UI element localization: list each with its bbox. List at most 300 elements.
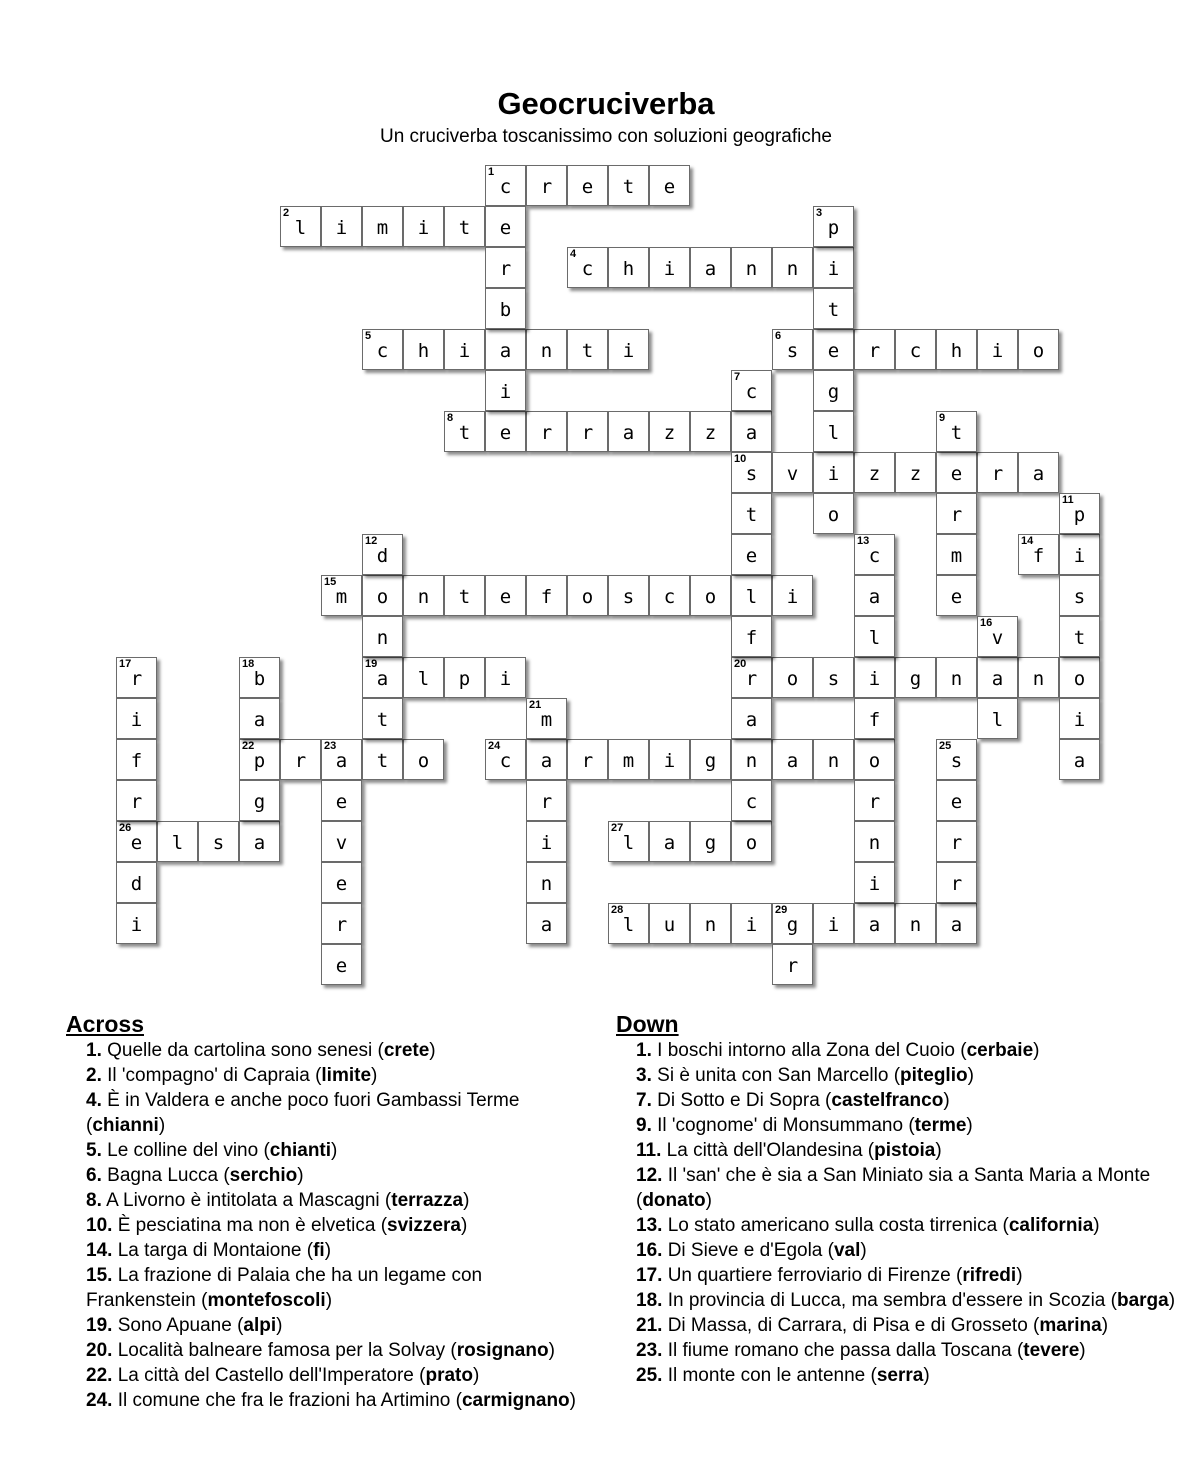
grid-cell[interactable] [977, 329, 1018, 370]
down-clue-list [616, 1038, 1176, 1388]
grid-cell[interactable] [116, 698, 157, 739]
grid-cell[interactable] [1059, 534, 1100, 575]
grid-cell[interactable] [485, 411, 526, 452]
cell-letter: a [499, 339, 512, 362]
grid-cell[interactable] [936, 862, 977, 903]
grid-cell[interactable] [444, 575, 485, 616]
grid-cell[interactable] [362, 329, 403, 370]
grid-cell[interactable] [608, 575, 649, 616]
grid-cell[interactable] [731, 821, 772, 862]
cell-letter: e [130, 831, 143, 854]
grid-cell[interactable] [321, 780, 362, 821]
grid-cell[interactable] [936, 575, 977, 616]
grid-cell[interactable] [731, 698, 772, 739]
clue-item [66, 1388, 586, 1413]
grid-cell[interactable] [936, 780, 977, 821]
cell-letter: m [540, 708, 553, 731]
grid-cell[interactable] [321, 821, 362, 862]
grid-cell[interactable] [813, 370, 854, 411]
grid-cell[interactable] [895, 329, 936, 370]
grid-cell[interactable] [813, 329, 854, 370]
clue-text: I boschi intorno alla Zona del Cuoio ( [657, 1040, 967, 1061]
grid-cell[interactable] [936, 657, 977, 698]
cell-letter: i [1073, 708, 1086, 731]
grid-cell[interactable] [116, 739, 157, 780]
cell-letter: f [540, 585, 553, 608]
cell-number: 9 [939, 412, 946, 424]
grid-cell[interactable] [526, 411, 567, 452]
grid-cell[interactable] [854, 616, 895, 657]
grid-cell[interactable] [485, 288, 526, 329]
clue-close: ) [967, 1065, 974, 1086]
grid-cell[interactable] [362, 616, 403, 657]
grid-cell[interactable] [649, 739, 690, 780]
grid-cell[interactable] [813, 493, 854, 534]
cell-letter: a [1032, 462, 1045, 485]
cell-number: 1 [488, 166, 495, 178]
grid-cell[interactable] [649, 903, 690, 944]
cell-letter: n [950, 667, 963, 690]
grid-cell[interactable] [649, 247, 690, 288]
grid-cell[interactable] [813, 288, 854, 329]
grid-cell[interactable] [731, 370, 772, 411]
grid-cell[interactable] [485, 206, 526, 247]
cell-letter: n [745, 257, 758, 280]
clue-close: ) [548, 1340, 555, 1361]
grid-cell[interactable] [649, 821, 690, 862]
clue-number: 2. [86, 1065, 102, 1086]
clue-item [616, 1288, 1176, 1313]
grid-cell[interactable] [444, 657, 485, 698]
grid-cell[interactable] [690, 247, 731, 288]
cell-number: 15 [324, 576, 337, 588]
clue-close: ) [1093, 1215, 1100, 1236]
grid-cell[interactable] [116, 780, 157, 821]
grid-cell[interactable] [526, 575, 567, 616]
cell-letter: i [745, 913, 758, 936]
grid-cell[interactable] [1059, 575, 1100, 616]
grid-cell[interactable] [977, 698, 1018, 739]
grid-cell[interactable] [936, 493, 977, 534]
cell-number: 12 [365, 535, 378, 547]
clue-answer: barga [1116, 1290, 1169, 1311]
grid-cell[interactable] [403, 206, 444, 247]
grid-cell[interactable] [1059, 739, 1100, 780]
cell-number: 19 [365, 658, 378, 670]
cell-letter: r [130, 790, 143, 813]
cell-letter: l [622, 831, 635, 854]
grid-cell[interactable] [1059, 657, 1100, 698]
grid-cell[interactable] [813, 657, 854, 698]
grid-cell[interactable] [854, 739, 895, 780]
cell-letter: a [745, 421, 758, 444]
grid-cell[interactable] [731, 780, 772, 821]
grid-cell[interactable] [485, 247, 526, 288]
cell-letter: i [130, 708, 143, 731]
grid-cell[interactable] [731, 247, 772, 288]
grid-cell[interactable] [1018, 452, 1059, 493]
cell-number: 14 [1021, 535, 1034, 547]
grid-cell[interactable] [731, 575, 772, 616]
grid-cell[interactable] [567, 329, 608, 370]
cell-letter: a [376, 667, 389, 690]
grid-cell[interactable] [485, 329, 526, 370]
grid-cell[interactable] [485, 657, 526, 698]
clue-item [616, 1238, 1176, 1263]
grid-cell[interactable] [239, 821, 280, 862]
clue-close: ) [324, 1240, 332, 1261]
cell-letter: a [991, 667, 1004, 690]
grid-cell[interactable] [936, 411, 977, 452]
cell-letter: a [253, 831, 266, 854]
grid-cell[interactable] [854, 329, 895, 370]
cell-letter: e [499, 585, 512, 608]
grid-cell[interactable] [280, 206, 321, 247]
page-subtitle: Un cruciverba toscanissimo con soluzioni geografiche [379, 126, 832, 147]
clue-answer: montefoscoli [207, 1290, 326, 1311]
grid-cell[interactable] [1018, 657, 1059, 698]
clue-text: Il comune che fra le frazioni ha Artimino ( [117, 1390, 462, 1411]
clue-text: Di Sieve e d'Egola ( [667, 1240, 834, 1261]
down-heading: Down [616, 1011, 679, 1037]
cell-letter: r [581, 749, 594, 772]
clue-answer: fi [313, 1240, 325, 1261]
cell-letter: t [827, 298, 840, 321]
clue-close: ) [923, 1365, 930, 1386]
clue-item [66, 1188, 586, 1213]
grid-cell[interactable] [567, 739, 608, 780]
grid-cell[interactable] [526, 329, 567, 370]
grid-cell[interactable] [198, 821, 239, 862]
clue-item [66, 1213, 586, 1238]
cell-letter: f [1032, 544, 1045, 567]
grid-cell[interactable] [567, 165, 608, 206]
grid-cell[interactable] [485, 575, 526, 616]
grid-cell[interactable] [690, 575, 731, 616]
grid-cell[interactable] [772, 329, 813, 370]
cell-letter: h [950, 339, 963, 362]
grid-cell[interactable] [526, 821, 567, 862]
clue-number: 15. [86, 1265, 113, 1286]
clue-number: 23. [636, 1340, 663, 1361]
cell-letter: v [991, 626, 1004, 649]
grid-cell[interactable] [977, 616, 1018, 657]
grid-cell[interactable] [772, 452, 813, 493]
clue-number: 20. [86, 1340, 113, 1361]
clue-number: 24. [86, 1390, 113, 1411]
grid-cell[interactable] [731, 739, 772, 780]
clue-close: ) [1101, 1315, 1109, 1336]
cell-letter: a [745, 708, 758, 731]
clue-item [616, 1038, 1176, 1063]
grid-cell[interactable] [403, 575, 444, 616]
cell-letter: n [909, 913, 922, 936]
grid-cell[interactable] [239, 657, 280, 698]
cell-letter: i [827, 257, 840, 280]
cell-letter: a [704, 257, 717, 280]
cell-letter: f [745, 626, 758, 649]
cell-number: 10 [734, 453, 747, 465]
grid-cell[interactable] [608, 165, 649, 206]
grid-cell[interactable] [936, 534, 977, 575]
cell-letter: p [827, 216, 840, 239]
grid-cell[interactable] [854, 534, 895, 575]
cell-letter: o [417, 749, 430, 772]
grid-cell[interactable] [567, 575, 608, 616]
clue-text: La città dell'Olandesina ( [666, 1140, 875, 1161]
grid-cell[interactable] [485, 739, 526, 780]
grid-cell[interactable] [813, 903, 854, 944]
cell-letter: z [868, 462, 881, 485]
cell-letter: r [786, 954, 799, 977]
grid-cell[interactable] [485, 165, 526, 206]
grid-cell[interactable] [731, 452, 772, 493]
clue-answer: rifredi [962, 1265, 1017, 1286]
grid-cell[interactable] [895, 657, 936, 698]
grid-cell[interactable] [321, 862, 362, 903]
grid-cell[interactable] [239, 780, 280, 821]
cell-letter: e [335, 790, 348, 813]
grid-cell[interactable] [362, 575, 403, 616]
clue-number: 11. [636, 1140, 662, 1161]
grid-cell[interactable] [936, 821, 977, 862]
clue-item [616, 1113, 1176, 1138]
cell-letter: g [704, 831, 717, 854]
clue-number: 13. [636, 1215, 663, 1236]
grid-cell[interactable] [772, 657, 813, 698]
grid-cell[interactable] [321, 903, 362, 944]
grid-cell[interactable] [649, 575, 690, 616]
grid-cell[interactable] [321, 206, 362, 247]
grid-cell[interactable] [403, 329, 444, 370]
grid-cell[interactable] [526, 165, 567, 206]
grid-cell[interactable] [936, 903, 977, 944]
grid-cell[interactable] [280, 739, 321, 780]
grid-cell[interactable] [526, 739, 567, 780]
clue-answer: chianni [92, 1115, 159, 1136]
grid-cell[interactable] [977, 452, 1018, 493]
clue-number: 19. [86, 1315, 113, 1336]
clue-close: ) [1079, 1340, 1086, 1361]
clue-close: ) [158, 1115, 166, 1136]
cell-letter: s [212, 831, 225, 854]
clue-item [616, 1213, 1176, 1238]
grid-cell[interactable] [362, 698, 403, 739]
grid-cell[interactable] [895, 903, 936, 944]
clue-answer: svizzera [387, 1215, 461, 1236]
grid-cell[interactable] [731, 493, 772, 534]
cell-letter: n [786, 257, 799, 280]
grid-cell[interactable] [567, 247, 608, 288]
grid-cell[interactable] [403, 739, 444, 780]
grid-cell[interactable] [157, 821, 198, 862]
clue-text: Di Sotto e Di Sopra ( [657, 1090, 832, 1111]
clue-close: ) [325, 1290, 333, 1311]
grid-cell[interactable] [772, 903, 813, 944]
cell-letter: i [540, 831, 553, 854]
grid-cell[interactable] [1018, 534, 1059, 575]
grid-cell[interactable] [116, 903, 157, 944]
grid-cell[interactable] [608, 411, 649, 452]
grid-cell[interactable] [977, 657, 1018, 698]
cell-letter: c [376, 339, 389, 362]
grid-cell[interactable] [608, 821, 649, 862]
clue-answer: marina [1039, 1315, 1102, 1336]
cell-letter: i [622, 339, 635, 362]
cell-letter: r [991, 462, 1004, 485]
grid-cell[interactable] [1018, 329, 1059, 370]
cell-letter: i [417, 216, 430, 239]
grid-cell[interactable] [813, 247, 854, 288]
grid-cell[interactable] [854, 575, 895, 616]
grid-cell[interactable] [772, 575, 813, 616]
grid-cell[interactable] [362, 739, 403, 780]
grid-cell[interactable] [854, 698, 895, 739]
cell-letter: l [991, 708, 1004, 731]
grid-cell[interactable] [526, 698, 567, 739]
grid-cell[interactable] [608, 247, 649, 288]
cell-letter: c [745, 790, 758, 813]
grid-cell[interactable] [362, 657, 403, 698]
cell-letter: d [130, 872, 143, 895]
grid-cell[interactable] [567, 411, 608, 452]
cell-number: 6 [775, 330, 782, 342]
clue-number: 4. [86, 1090, 102, 1111]
grid-cell[interactable] [608, 739, 649, 780]
grid-cell[interactable] [854, 452, 895, 493]
clue-item [616, 1313, 1176, 1338]
grid-cell[interactable] [690, 903, 731, 944]
clue-item [616, 1063, 1176, 1088]
cell-letter: s [1073, 585, 1086, 608]
cell-letter: u [663, 913, 676, 936]
grid-cell[interactable] [321, 739, 362, 780]
grid-cell[interactable] [526, 780, 567, 821]
grid-cell[interactable] [731, 534, 772, 575]
grid-cell[interactable] [649, 165, 690, 206]
grid-cell[interactable] [813, 206, 854, 247]
grid-cell[interactable] [690, 739, 731, 780]
clue-number: 7. [636, 1090, 652, 1111]
cell-letter: l [622, 913, 635, 936]
clue-answer: terrazza [391, 1190, 464, 1211]
clue-text: A Livorno è intitolata a Mascagni ( [106, 1190, 392, 1211]
grid-cell[interactable] [362, 534, 403, 575]
grid-cell[interactable] [1059, 616, 1100, 657]
clue-close: ) [371, 1065, 378, 1086]
grid-cell[interactable] [731, 411, 772, 452]
clue-number: 10. [86, 1215, 113, 1236]
clue-close: ) [705, 1190, 712, 1211]
cell-letter: n [1032, 667, 1045, 690]
clue-text: È pesciatina ma non è elvetica ( [117, 1215, 388, 1236]
grid-cell[interactable] [772, 739, 813, 780]
cell-letter: f [868, 708, 881, 731]
grid-cell[interactable] [936, 739, 977, 780]
clue-item [616, 1338, 1176, 1363]
cell-number: 23 [324, 740, 337, 752]
grid-cell[interactable] [772, 944, 813, 985]
grid-cell[interactable] [813, 452, 854, 493]
clue-close: ) [1033, 1040, 1040, 1061]
grid-cell[interactable] [854, 862, 895, 903]
grid-cell[interactable] [116, 862, 157, 903]
cell-letter: a [868, 913, 881, 936]
grid-cell[interactable] [895, 452, 936, 493]
grid-cell[interactable] [690, 821, 731, 862]
grid-cell[interactable] [813, 411, 854, 452]
cell-letter: o [376, 585, 389, 608]
clue-number: 14. [86, 1240, 113, 1261]
cell-number: 24 [488, 740, 501, 752]
grid-cell[interactable] [854, 903, 895, 944]
clue-text: Si è unita con San Marcello ( [657, 1065, 901, 1086]
across-heading: Across [66, 1011, 144, 1037]
cell-letter: b [253, 667, 266, 690]
cell-letter: t [1073, 626, 1086, 649]
grid-cell[interactable] [116, 657, 157, 698]
grid-cell[interactable] [444, 206, 485, 247]
grid-cell[interactable] [526, 903, 567, 944]
cell-letter: t [458, 421, 471, 444]
cell-letter: r [950, 872, 963, 895]
grid-cell[interactable] [649, 411, 690, 452]
cell-letter: g [253, 790, 266, 813]
grid-cell[interactable] [1059, 698, 1100, 739]
cell-letter: a [253, 708, 266, 731]
grid-cell[interactable] [321, 944, 362, 985]
grid-cell[interactable] [813, 739, 854, 780]
clue-number: 16. [636, 1240, 663, 1261]
grid-cell[interactable] [526, 862, 567, 903]
grid-cell[interactable] [1059, 493, 1100, 534]
grid-cell[interactable] [854, 657, 895, 698]
cell-number: 11 [1062, 494, 1074, 506]
clue-close: ) [569, 1390, 576, 1411]
grid-cell[interactable] [485, 370, 526, 411]
grid-cell[interactable] [362, 206, 403, 247]
grid-cell[interactable] [731, 903, 772, 944]
grid-cell[interactable] [854, 821, 895, 862]
grid-cell[interactable] [239, 698, 280, 739]
grid-cell[interactable] [731, 616, 772, 657]
grid-cell[interactable] [321, 575, 362, 616]
clue-answer: val [833, 1240, 861, 1261]
grid-cell[interactable] [731, 657, 772, 698]
cell-letter: e [950, 585, 963, 608]
grid-cell[interactable] [772, 247, 813, 288]
grid-cell[interactable] [936, 452, 977, 493]
grid-cell[interactable] [690, 411, 731, 452]
cell-letter: a [335, 749, 348, 772]
clue-close: ) [966, 1115, 973, 1136]
grid-cell[interactable] [854, 780, 895, 821]
cell-letter: c [581, 257, 594, 280]
grid-cell[interactable] [444, 329, 485, 370]
clue-text: Sono Apuane ( [117, 1315, 244, 1336]
grid-cell[interactable] [608, 903, 649, 944]
cell-letter: c [499, 749, 512, 772]
grid-cell[interactable] [403, 657, 444, 698]
cell-number: 8 [447, 412, 454, 424]
grid-cell[interactable] [239, 739, 280, 780]
grid-cell[interactable] [116, 821, 157, 862]
grid-cell[interactable] [444, 411, 485, 452]
cell-letter: r [540, 421, 553, 444]
cell-letter: r [950, 831, 963, 854]
grid-cell[interactable] [936, 329, 977, 370]
grid-cell[interactable] [608, 329, 649, 370]
